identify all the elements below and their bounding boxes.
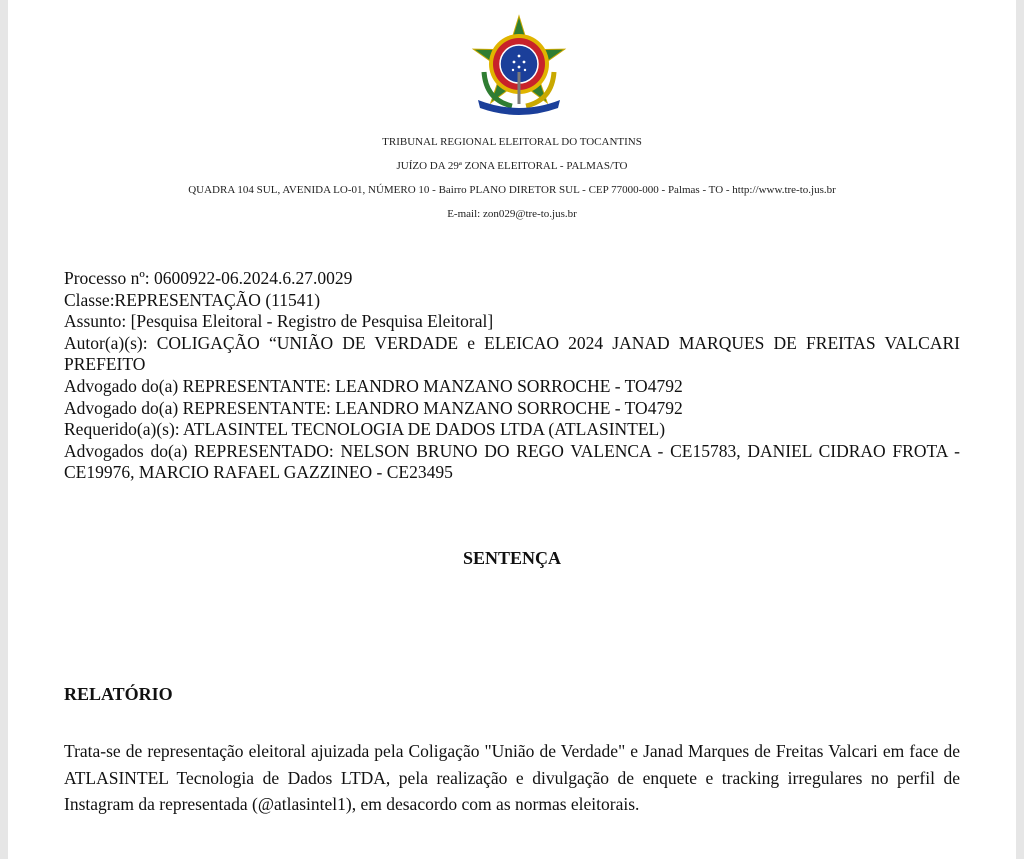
process-number: Processo nº: 0600922-06.2024.6.27.0029 xyxy=(64,268,353,288)
process-subject: Assunto: [Pesquisa Eleitoral - Registro de Pesquisa Eleitoral] xyxy=(64,311,494,332)
court-name: TRIBUNAL REGIONAL ELEITORAL DO TOCANTINS xyxy=(382,136,642,148)
document-page xyxy=(8,0,1016,859)
process-class: Classe:REPRESENTAÇÃO (11541) xyxy=(64,289,321,310)
court-email: E-mail: zon029@tre-to.jus.br xyxy=(447,208,577,220)
lawyers-representado: Advogados do(a) REPRESENTADO: NELSON BRUNO DO REGO VALENCA - CE15783, DANIEL CIDRAO FROTA - CE19976, MARCIO RAFAEL GAZZINEO - CE23495 xyxy=(64,440,960,483)
zone-name: JUÍZO DA 29ª ZONA ELEITORAL - PALMAS/TO xyxy=(396,160,628,172)
lawyer-representante-2: Advogado do(a) REPRESENTANTE: LEANDRO MANZANO SORROCHE - TO4792 xyxy=(64,397,683,418)
brasao-republica-icon xyxy=(464,12,574,122)
relatorio-title: RELATÓRIO xyxy=(64,684,173,704)
process-author: Autor(a)(s): COLIGAÇÃO “UNIÃO DE VERDADE e ELEICAO 2024 JANAD MARQUES DE FREITAS VALCARI PREFEITO xyxy=(64,332,960,375)
court-address: QUADRA 104 SUL, AVENIDA LO-01, NÚMERO 10 - Bairro PLANO DIRETOR SUL - CEP 77000-000 - Palmas - TO - http://www.tre-to.jus.br xyxy=(188,184,836,196)
lawyer-representante-1: Advogado do(a) REPRESENTANTE: LEANDRO MANZANO SORROCHE - TO4792 xyxy=(64,375,683,396)
sentenca-title: SENTENÇA xyxy=(462,548,562,568)
process-defendant: Requerido(a)(s): ATLASINTEL TECNOLOGIA DE DADOS LTDA (ATLASINTEL) xyxy=(64,419,666,440)
relatorio-paragraph: Trata-se de representação eleitoral ajuizada pela Coligação "União de Verdade" e Janad Marques de Freitas Valcari em face de ATLASINTEL Tecnologia de Dados LTDA, pela realização e divulgação de enquete e tracking irregulares no perfil de Instagram da representada (@atlasintel1), em desacordo com as normas eleitorais. xyxy=(64,741,960,814)
process-info xyxy=(64,268,960,484)
